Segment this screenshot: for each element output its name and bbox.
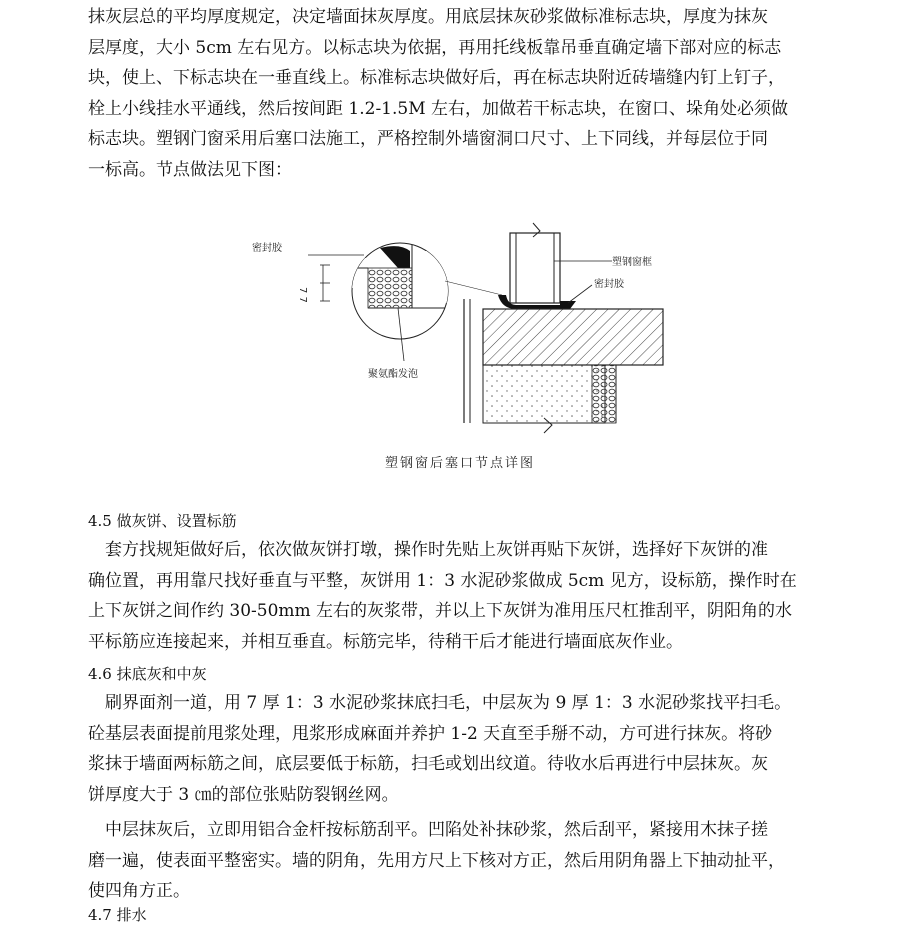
section-4-5-paragraph [88,535,828,657]
text-line: 套方找规矩做好后，依次做灰饼打墩，操作时先贴上灰饼再贴下灰饼，选择好下灰饼的准 [88,540,768,560]
detail-circle [352,243,456,339]
text-line: 刷界面剂一道，用 7 厚 1：3 水泥砂浆抹底扫毛，中层灰为 9 厚 1：3 水泥砂浆找平扫毛。 [88,693,792,713]
label-foam: 聚氨酯发泡 [368,369,418,380]
text-line: 使四角方正。 [88,881,190,901]
window-frame [498,223,576,309]
section-heading-4-7: 4.7 排水 [88,906,147,924]
section-4-6-paragraph-2 [88,815,828,907]
wall-section [464,299,663,433]
intro-paragraph [88,2,828,185]
section-4-6-paragraph-1 [88,688,828,810]
window-joint-detail-figure [240,213,680,473]
text-line: 标志块。塑钢门窗采用后塞口法施工，严格控制外墙窗洞口尺寸、上下同线，并每层位于同 [88,129,768,149]
figure-caption: 塑钢窗后塞口节点详图 [384,456,536,471]
text-line: 栓上小线挂水平通线，然后按间距 1.2-1.5M 左右，加做若干标志块，在窗口、垛角处必须做 [88,98,789,119]
label-window-frame: 塑钢窗框 [612,257,652,268]
label-sealant-right: 密封胶 [594,279,624,290]
text-line: 磨一遍，使表面平整密实。墙的阴角，先用方尺上下核对方正，然后用阴角器上下抽动扯平， [88,850,785,871]
text-line: 一标高。节点做法见下图： [88,159,292,180]
text-line: 层厚度，大小 5cm 左右见方。以标志块为依据，再用托线板靠吊垂直确定墙下部对应的标志 [88,37,782,58]
text-line: 浆抹于墙面两标筋之间，底层要低于标筋，扫毛或划出纹道。待收水后再进行中层抹灰。灰 [88,754,768,774]
text-line: 饼厚度大于 3 ㎝的部位张贴防裂钢丝网。 [88,784,399,805]
text-line: 块，使上、下标志块在一垂直线上。标准标志块做好后，再在标志块附近砖墙缝内钉上钉子， [88,68,785,88]
text-line: 上下灰饼之间作约 30-50mm 左右的灰浆带，并以上下灰饼为准用压尺杠推刮平，阴阳角的水 [88,601,793,621]
label-sealant-left: 密封胶 [252,243,282,254]
text-line: 抹灰层总的平均厚度规定，决定墙面抹灰厚度。用底层抹灰砂浆做标准标志块，厚度为抹灰 [88,7,768,27]
dimension-label: 7 7 [297,287,308,303]
text-line: 确位置，再用靠尺找好垂直与平整，灰饼用 1：3 水泥砂浆做成 5cm 见方，设标筋，操作时在 [88,570,797,591]
section-heading-4-5: 4.5 做灰饼、设置标筋 [88,512,237,530]
text-line: 砼基层表面提前甩浆处理，甩浆形成麻面并养护 1-2 天直至手掰不动，方可进行抹灰。将砂 [88,723,773,744]
text-line: 平标筋应连接起来，并相互垂直。标筋完毕，待稍干后才能进行墙面底灰作业。 [88,631,683,652]
text-line: 中层抹灰后，立即用铝合金杆按标筋刮平。凹陷处补抹砂浆，然后刮平，紧接用木抹子搓 [88,820,768,840]
section-heading-4-6: 4.6 抹底灰和中灰 [88,665,207,683]
